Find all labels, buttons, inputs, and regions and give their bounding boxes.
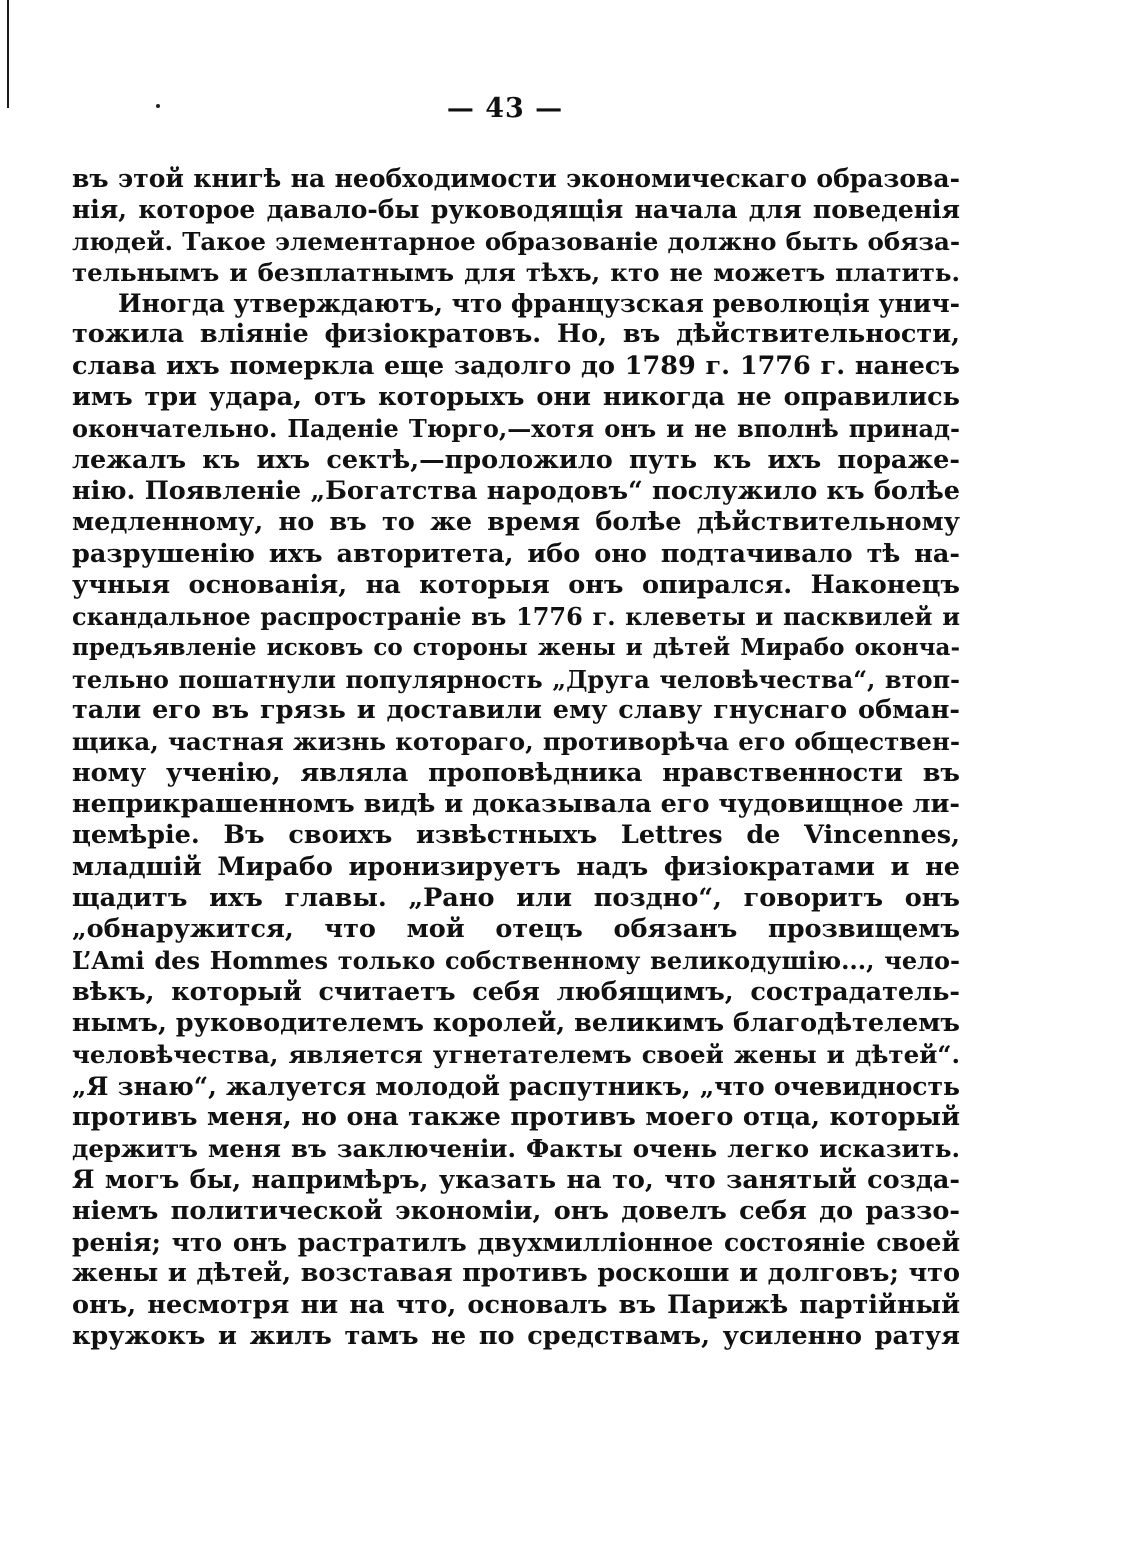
text-line: въ этой книгѣ на необходимости экономическаго образова- [72,164,960,193]
text-line: онъ, несмотря ни на что, основалъ въ Парижѣ партійный [72,1289,960,1320]
text-line: предъявленіе исковъ со стороны жены и дѣтей Мирабо оконча- [72,634,960,662]
text-line: кружокъ и жилъ тамъ не по средствамъ, усиленно ратуя [72,1320,960,1351]
text-line: разрушенію ихъ авторитета, ибо оно подтачивало тѣ на- [72,538,960,569]
text-line: ному ученію, являла проповѣдника нравственности въ [72,757,960,788]
text-line: тали его въ грязь и доставили ему славу гнуснаго обман- [72,695,960,726]
text-line: учныя основанія, на которыя онъ опирался. Наконецъ [72,569,960,600]
text-line: неприкрашенномъ видѣ и доказывала его чудовищное ли- [72,788,960,819]
text-line: имъ три удара, отъ которыхъ они никогда не оправились [72,382,960,413]
text-line: младшій Мирабо иронизируетъ надъ физіократами и не [72,851,960,882]
text-line: окончательно. Паденіе Тюрго,—хотя онъ и не вполнѣ принад- [72,414,960,444]
text-line: „обнаружится, что мой отецъ обязанъ прозвищемъ [72,914,960,945]
text-line: нія, которое давало-бы руководящія начала для поведенія [72,195,960,225]
body-text [72,163,960,1352]
text-line: тельнымъ и безплатнымъ для тѣхъ, кто не можетъ платить. [72,257,960,287]
text-line: нымъ, руководителемъ королей, великимъ благодѣтелемъ [72,1008,960,1039]
text-line: цемѣріе. Въ своихъ извѣстныхъ Lettres de Vincennes, [72,820,960,851]
text-line: Я могъ бы, напримѣръ, указать на то, что занятый созда- [72,1164,960,1195]
page-edge-shadow [7,0,9,108]
text-line: нію. Появленіе „Богатства народовъ“ послужило къ болѣе [72,475,960,506]
text-line: щадитъ ихъ главы. „Рано или поздно“, говоритъ онъ [72,882,960,913]
text-line: тельно пошатнули популярность „Друга человѣчества“, втоп- [72,664,960,694]
text-line: вѣкъ, который считаетъ себя любящимъ, сострадатель- [72,976,960,1007]
text-line: лежалъ къ ихъ сектѣ,—проложило путь къ ихъ пораже- [72,444,960,475]
text-line: людей. Такое элементарное образованіе должно быть обяза- [72,226,960,256]
text-line: человѣчества, является угнетателемъ своей жены и дѣтей“. [72,1040,960,1070]
text-line: тожила вліяніе физіократовъ. Но, въ дѣйствительности, [72,319,960,350]
text-line: жены и дѣтей, возставая противъ роскоши и долговъ; что [72,1258,960,1289]
text-line: L’Ami des Hommes только собственному великодушію..., чело- [72,946,960,976]
text-line: держитъ меня въ заключеніи. Факты очень легко исказить. [72,1134,960,1164]
text-line: слава ихъ померкла еще задолго до 1789 г. 1776 г. нанесъ [72,350,960,381]
text-line: ренія; что онъ растратилъ двухмилліонное состояніе своей [72,1228,960,1258]
text-line: противъ меня, но она также противъ моего отца, который [72,1101,960,1132]
text-line: скандальное распространіе въ 1776 г. клеветы и пасквилей и [72,602,960,632]
paragraph-start-line: Иногда утверждаютъ, что французская революція унич- [118,289,960,319]
text-line: ніемъ политической экономіи, онъ довелъ себя до раззо- [72,1195,960,1226]
text-line: медленному, но въ то же время болѣе дѣйствительному [72,507,960,538]
text-line: „Я знаю“, жалуется молодой распутникъ, „что очевидность [72,1071,960,1101]
text-line: щика, частная жизнь котораго, противорѣча его обществен- [72,727,960,757]
page-number: — 43 — [446,93,564,124]
